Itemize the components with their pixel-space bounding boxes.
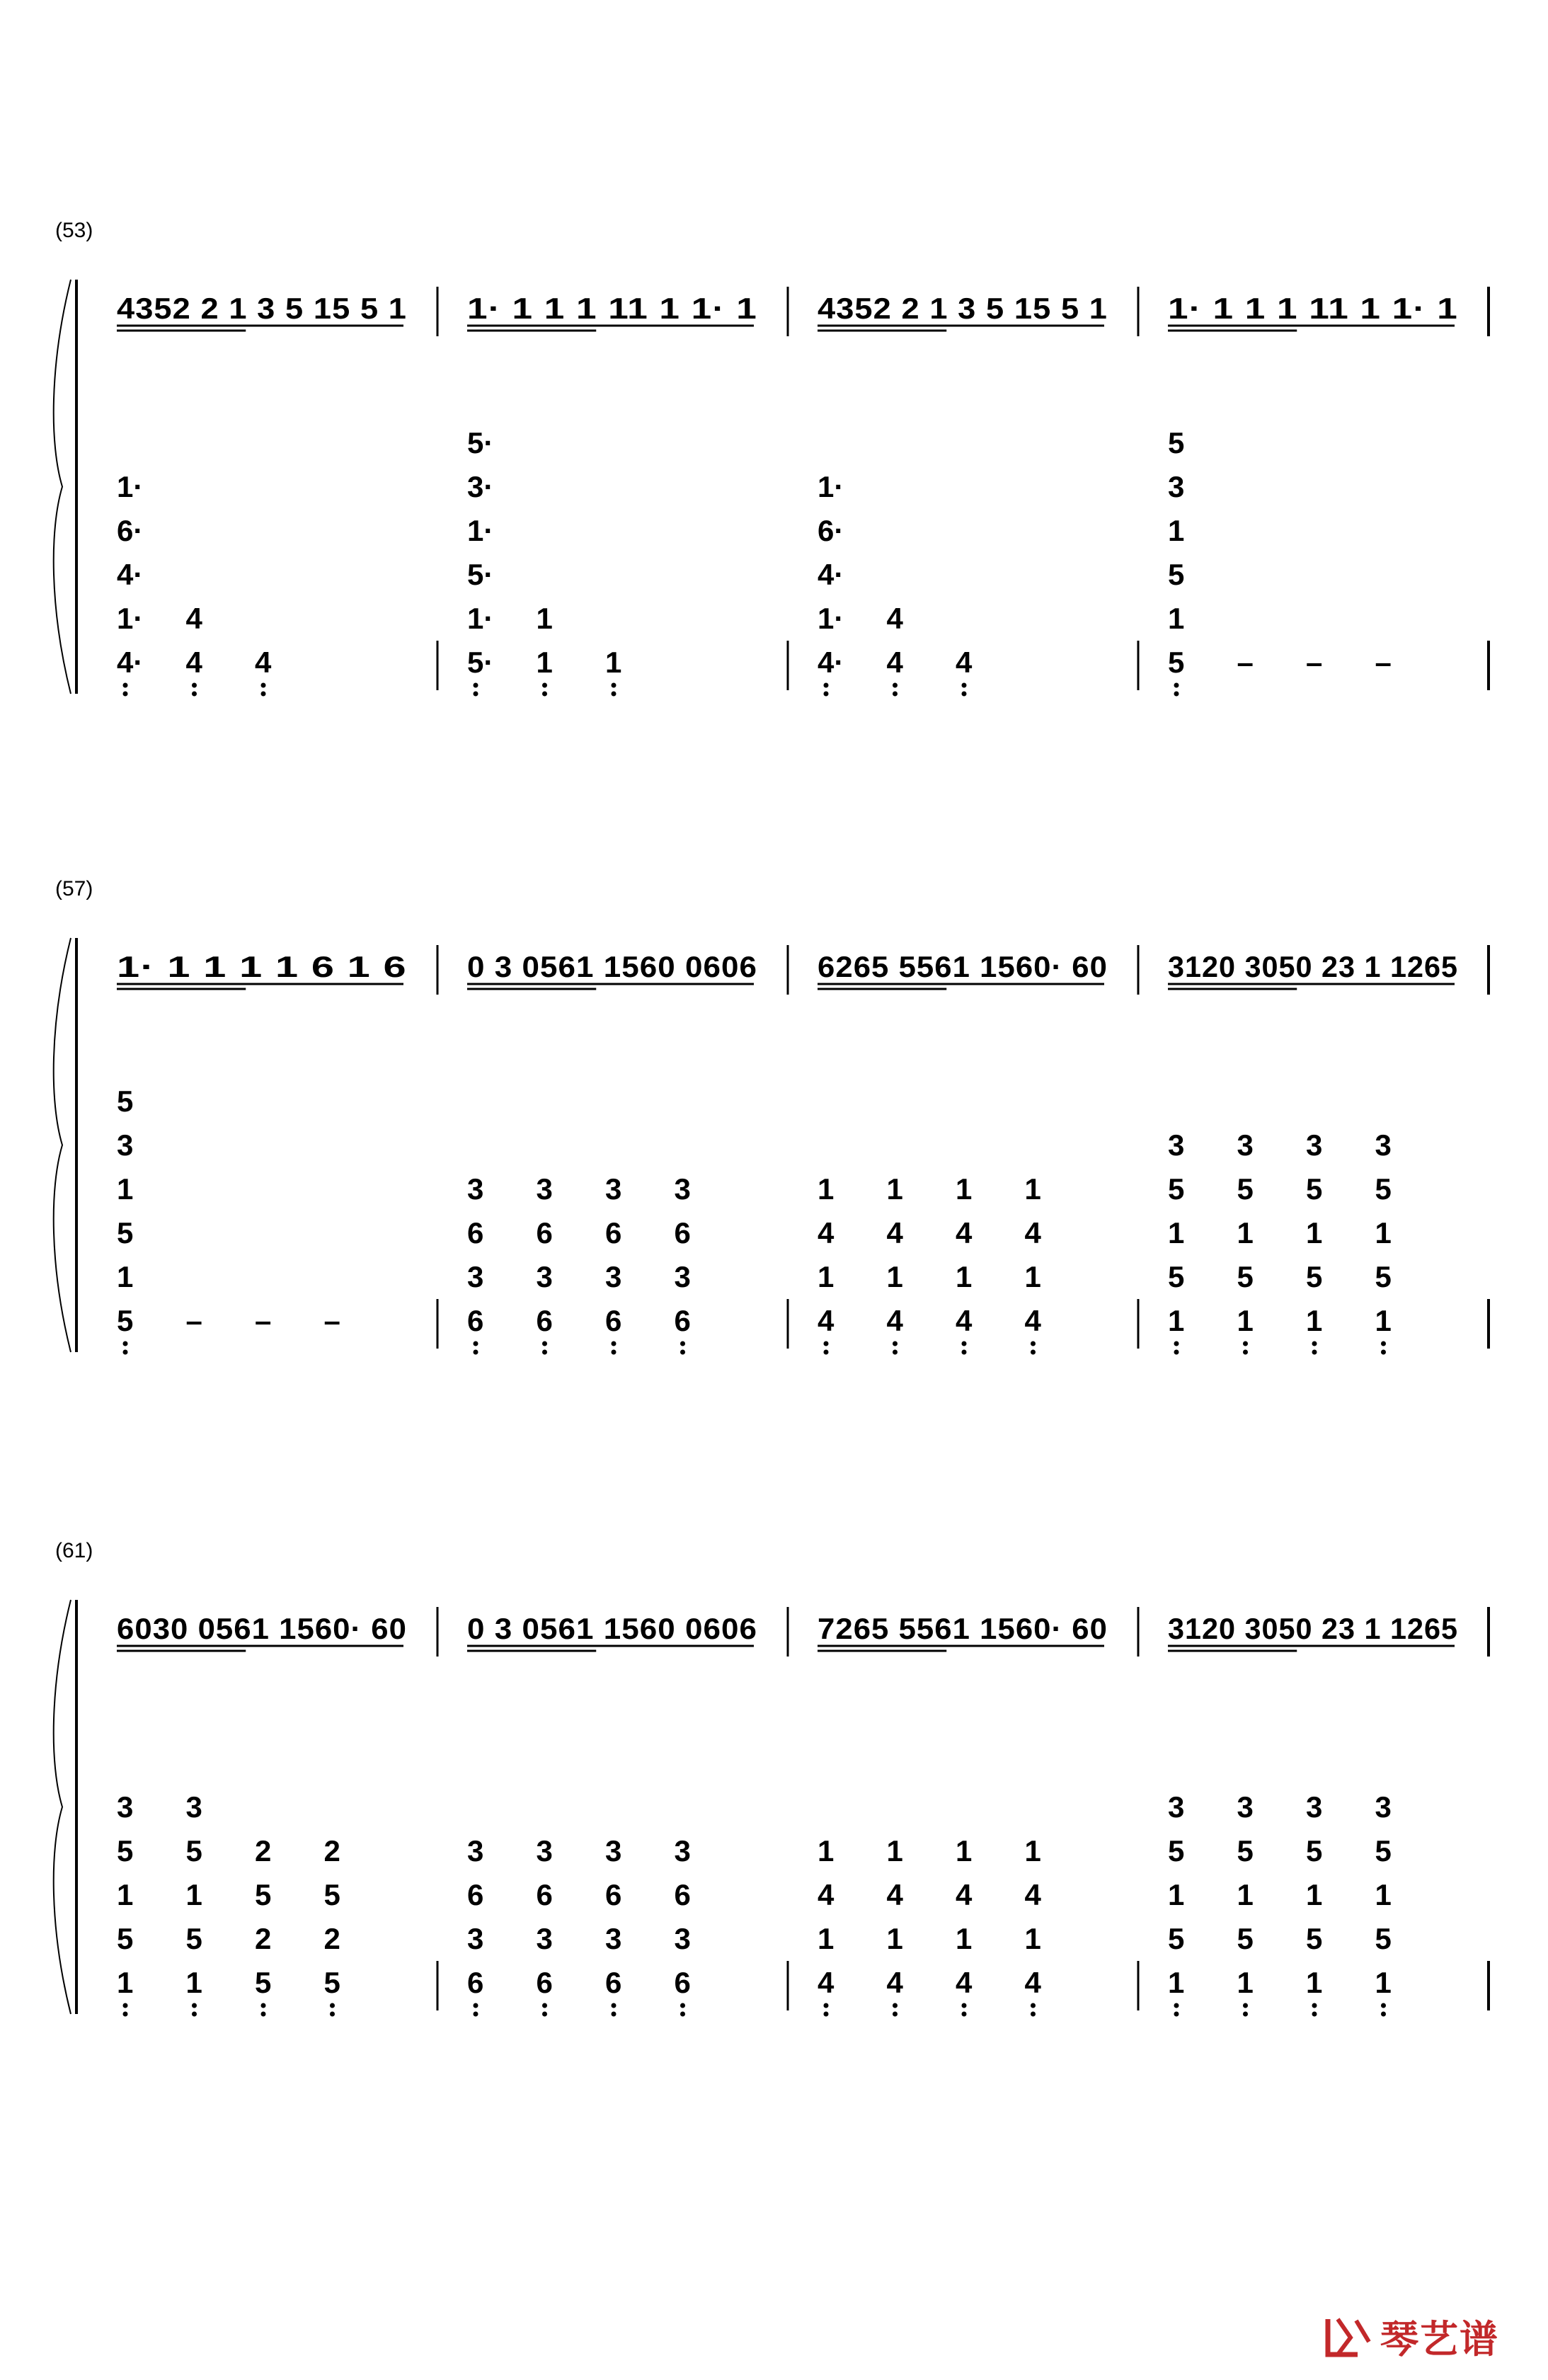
bass-note: 5 bbox=[1375, 1172, 1392, 1206]
bass-note: 5 bbox=[323, 1966, 340, 1999]
bass-note: 1 bbox=[1375, 1216, 1392, 1249]
bass-note: 1· bbox=[117, 470, 144, 503]
bass-note: 1 bbox=[1168, 1878, 1185, 1911]
octave-dot bbox=[330, 2003, 335, 2008]
bass-note: 6 bbox=[674, 1878, 691, 1911]
bass-note: 3 bbox=[1168, 470, 1185, 503]
bass-note: 3 bbox=[674, 1260, 691, 1293]
bass-dash: – bbox=[255, 1304, 272, 1337]
bass-note: 4 bbox=[956, 646, 973, 679]
bass-note: 4 bbox=[818, 1878, 835, 1911]
octave-dot bbox=[824, 2012, 829, 2017]
bass-note: 1 bbox=[886, 1172, 903, 1206]
bass-note: 4· bbox=[117, 646, 144, 679]
bass-note: 1 bbox=[536, 646, 553, 679]
bass-note: 3 bbox=[605, 1172, 622, 1206]
bass-note: 4 bbox=[886, 602, 903, 635]
bass-note: 1 bbox=[605, 646, 622, 679]
octave-dot bbox=[1031, 2012, 1036, 2017]
bass-note: 1 bbox=[185, 1966, 202, 1999]
bass-note: 5 bbox=[323, 1878, 340, 1911]
bass-note: 6· bbox=[117, 514, 144, 547]
bass-note: 4· bbox=[818, 646, 844, 679]
octave-dot bbox=[1243, 1341, 1248, 1346]
bass-note: 1 bbox=[956, 1172, 973, 1206]
bass-note: 1 bbox=[956, 1260, 973, 1293]
bass-note: 4 bbox=[818, 1304, 835, 1337]
bass-note: 6 bbox=[467, 1216, 484, 1249]
logo-mark-icon bbox=[1322, 2313, 1375, 2360]
octave-dot bbox=[192, 2012, 197, 2017]
bass-note: 1 bbox=[117, 1966, 134, 1999]
octave-dot bbox=[1031, 2003, 1036, 2008]
octave-dot bbox=[474, 1350, 478, 1355]
bass-note: 3 bbox=[1168, 1128, 1185, 1162]
octave-dot bbox=[123, 1350, 128, 1355]
bass-note: 5 bbox=[117, 1085, 134, 1118]
bass-note: 3 bbox=[536, 1834, 553, 1867]
bass-note: 6 bbox=[467, 1304, 484, 1337]
bass-note: 5 bbox=[1168, 558, 1185, 591]
octave-dot bbox=[1174, 683, 1179, 688]
octave-dot bbox=[542, 692, 547, 697]
octave-dot bbox=[962, 692, 967, 697]
octave-dot bbox=[192, 2003, 197, 2008]
octave-dot bbox=[824, 683, 829, 688]
octave-dot bbox=[1312, 1341, 1317, 1346]
bass-note: 4 bbox=[1024, 1878, 1041, 1911]
bass-note: 1 bbox=[1024, 1834, 1041, 1867]
bass-note: 5 bbox=[1375, 1922, 1392, 1955]
bass-note: 1 bbox=[886, 1260, 903, 1293]
bass-note: 6 bbox=[605, 1966, 622, 1999]
octave-dot bbox=[1243, 1350, 1248, 1355]
octave-dot bbox=[1174, 1341, 1179, 1346]
bass-note: 2 bbox=[323, 1922, 340, 1955]
bass-note: 5 bbox=[1306, 1922, 1323, 1955]
bass-note: 3 bbox=[536, 1260, 553, 1293]
bass-note: 1 bbox=[117, 1878, 134, 1911]
treble-notes: 3120 3050 23 1 1265 bbox=[1168, 1612, 1458, 1645]
bass-note: 1· bbox=[467, 602, 494, 635]
octave-dot bbox=[542, 2003, 547, 2008]
octave-dot bbox=[962, 1350, 967, 1355]
bass-note: 4 bbox=[956, 1966, 973, 1999]
bass-note: 4 bbox=[886, 646, 903, 679]
bass-note: 4 bbox=[1024, 1216, 1041, 1249]
treble-notes: 0 3 0561 1560 0606 bbox=[467, 1612, 757, 1645]
bass-note: 4· bbox=[117, 558, 144, 591]
bass-note: 6 bbox=[605, 1878, 622, 1911]
bass-note: 1 bbox=[1306, 1878, 1323, 1911]
bass-note: 1 bbox=[818, 1922, 835, 1955]
bass-note: 1 bbox=[536, 602, 553, 635]
bass-dash: – bbox=[1306, 646, 1323, 679]
octave-dot bbox=[612, 2003, 617, 2008]
bass-note: 1 bbox=[886, 1922, 903, 1955]
octave-dot bbox=[123, 2003, 128, 2008]
bass-note: 3 bbox=[467, 1172, 484, 1206]
octave-dot bbox=[474, 683, 478, 688]
bass-note: 5 bbox=[1375, 1834, 1392, 1867]
octave-dot bbox=[893, 683, 898, 688]
bass-dash: – bbox=[323, 1304, 340, 1337]
bass-note: 2 bbox=[323, 1834, 340, 1867]
octave-dot bbox=[542, 1341, 547, 1346]
octave-dot bbox=[192, 683, 197, 688]
octave-dot bbox=[542, 683, 547, 688]
logo-text: 琴艺谱 bbox=[1380, 2317, 1499, 2362]
bass-note: 6 bbox=[605, 1304, 622, 1337]
bass-note: 5 bbox=[1306, 1834, 1323, 1867]
bass-note: 5 bbox=[1168, 1260, 1185, 1293]
treble-notes: 6030 0561 1560· 60 bbox=[117, 1612, 407, 1645]
treble-notes: 7265 5561 1560· 60 bbox=[818, 1612, 1108, 1645]
bass-note: 1 bbox=[1375, 1878, 1392, 1911]
octave-dot bbox=[123, 1341, 128, 1346]
bass-note: 6 bbox=[536, 1966, 553, 1999]
octave-dot bbox=[474, 2003, 478, 2008]
bass-note: 5 bbox=[1168, 1834, 1185, 1867]
bass-note: 1· bbox=[818, 602, 844, 635]
bass-note: 6 bbox=[674, 1304, 691, 1337]
bass-note: 1 bbox=[818, 1172, 835, 1206]
octave-dot bbox=[542, 2012, 547, 2017]
octave-dot bbox=[962, 683, 967, 688]
bass-note: 3 bbox=[1237, 1128, 1254, 1162]
bass-note: 1 bbox=[1306, 1304, 1323, 1337]
octave-dot bbox=[123, 683, 128, 688]
octave-dot bbox=[1381, 2003, 1386, 2008]
system-number-label: (57) bbox=[55, 877, 93, 900]
bass-note: 3 bbox=[1237, 1790, 1254, 1824]
octave-dot bbox=[680, 2012, 685, 2017]
bass-note: 4 bbox=[886, 1966, 903, 1999]
bass-note: 4 bbox=[818, 1216, 835, 1249]
bass-note: 6 bbox=[536, 1216, 553, 1249]
octave-dot bbox=[261, 2003, 266, 2008]
octave-dot bbox=[824, 1350, 829, 1355]
octave-dot bbox=[962, 2012, 967, 2017]
octave-dot bbox=[123, 692, 128, 697]
bass-note: 3 bbox=[536, 1172, 553, 1206]
bass-note: 5 bbox=[1306, 1172, 1323, 1206]
bass-note: 4 bbox=[956, 1878, 973, 1911]
octave-dot bbox=[1031, 1350, 1036, 1355]
bass-note: 6 bbox=[605, 1216, 622, 1249]
octave-dot bbox=[962, 1341, 967, 1346]
bass-note: 1 bbox=[1306, 1966, 1323, 1999]
bass-note: 5 bbox=[1168, 1172, 1185, 1206]
bass-note: 3 bbox=[467, 1260, 484, 1293]
bass-note: 3 bbox=[1375, 1790, 1392, 1824]
octave-dot bbox=[824, 2003, 829, 2008]
bass-note: 4 bbox=[255, 646, 272, 679]
bass-note: 3 bbox=[674, 1834, 691, 1867]
bass-dash: – bbox=[185, 1304, 202, 1337]
bass-note: 1 bbox=[185, 1878, 202, 1911]
octave-dot bbox=[330, 2012, 335, 2017]
octave-dot bbox=[893, 692, 898, 697]
bass-note: 3 bbox=[1375, 1128, 1392, 1162]
bass-note: 3· bbox=[467, 470, 494, 503]
bass-note: 4 bbox=[1024, 1304, 1041, 1337]
bass-note: 3 bbox=[1306, 1790, 1323, 1824]
bass-note: 4 bbox=[956, 1216, 973, 1249]
bass-note: 6 bbox=[536, 1878, 553, 1911]
octave-dot bbox=[261, 692, 266, 697]
bass-note: 1 bbox=[1168, 1966, 1185, 1999]
bass-note: 3 bbox=[117, 1790, 134, 1824]
bass-note: 5 bbox=[1168, 1922, 1185, 1955]
bass-note: 5· bbox=[467, 558, 494, 591]
bass-note: 5 bbox=[117, 1304, 134, 1337]
bass-note: 1 bbox=[818, 1260, 835, 1293]
octave-dot bbox=[962, 2003, 967, 2008]
octave-dot bbox=[261, 2012, 266, 2017]
bass-note: 3 bbox=[117, 1128, 134, 1162]
bass-note: 5 bbox=[185, 1922, 202, 1955]
octave-dot bbox=[612, 2012, 617, 2017]
octave-dot bbox=[1312, 2003, 1317, 2008]
system-brace bbox=[54, 938, 71, 1352]
bass-note: 4 bbox=[886, 1304, 903, 1337]
octave-dot bbox=[1174, 2012, 1179, 2017]
bass-note: 5 bbox=[1237, 1172, 1254, 1206]
bass-note: 1 bbox=[1237, 1216, 1254, 1249]
bass-note: 1 bbox=[1024, 1922, 1041, 1955]
octave-dot bbox=[123, 2012, 128, 2017]
bass-note: 5 bbox=[1306, 1260, 1323, 1293]
octave-dot bbox=[474, 692, 478, 697]
octave-dot bbox=[893, 2003, 898, 2008]
octave-dot bbox=[1243, 2012, 1248, 2017]
bass-note: 5 bbox=[117, 1834, 134, 1867]
bass-note: 6 bbox=[674, 1966, 691, 1999]
bass-note: 5· bbox=[467, 646, 494, 679]
bass-note: 3 bbox=[674, 1172, 691, 1206]
bass-note: 1 bbox=[956, 1922, 973, 1955]
bass-note: 5 bbox=[117, 1216, 134, 1249]
treble-notes: 4352 2 1 3 5 15 5 1 bbox=[818, 292, 1108, 325]
bass-note: 1· bbox=[117, 602, 144, 635]
bass-note: 1 bbox=[886, 1834, 903, 1867]
bass-note: 5 bbox=[1237, 1260, 1254, 1293]
octave-dot bbox=[1174, 692, 1179, 697]
bass-note: 5 bbox=[1237, 1834, 1254, 1867]
bass-note: 3 bbox=[467, 1834, 484, 1867]
bass-note: 6 bbox=[674, 1216, 691, 1249]
octave-dot bbox=[1381, 2012, 1386, 2017]
bass-note: 6 bbox=[467, 1878, 484, 1911]
bass-note: 1 bbox=[117, 1172, 134, 1206]
bass-note: 1 bbox=[1237, 1966, 1254, 1999]
bass-note: 3 bbox=[1306, 1128, 1323, 1162]
octave-dot bbox=[1031, 1341, 1036, 1346]
octave-dot bbox=[1243, 2003, 1248, 2008]
octave-dot bbox=[1381, 1350, 1386, 1355]
bass-note: 1 bbox=[956, 1834, 973, 1867]
bass-note: 4· bbox=[818, 558, 844, 591]
bass-note: 1· bbox=[818, 470, 844, 503]
treble-notes: 1· 1 1 1 11 1 1· 1 bbox=[1168, 292, 1458, 325]
octave-dot bbox=[192, 692, 197, 697]
bass-note: 1 bbox=[1168, 602, 1185, 635]
bass-note: 1 bbox=[1306, 1216, 1323, 1249]
bass-dash: – bbox=[1375, 646, 1392, 679]
octave-dot bbox=[824, 692, 829, 697]
bass-note: 4 bbox=[886, 1878, 903, 1911]
bass-note: 1 bbox=[1237, 1304, 1254, 1337]
octave-dot bbox=[612, 1350, 617, 1355]
bass-note: 3 bbox=[1168, 1790, 1185, 1824]
octave-dot bbox=[612, 692, 617, 697]
octave-dot bbox=[824, 1341, 829, 1346]
bass-note: 4 bbox=[956, 1304, 973, 1337]
system-brace bbox=[54, 1600, 71, 2014]
bass-note: 4 bbox=[185, 602, 202, 635]
octave-dot bbox=[1312, 1350, 1317, 1355]
bass-note: 3 bbox=[536, 1922, 553, 1955]
bass-note: 5· bbox=[467, 426, 494, 459]
bass-note: 1 bbox=[1237, 1878, 1254, 1911]
bass-note: 1 bbox=[1375, 1304, 1392, 1337]
bass-note: 1 bbox=[1024, 1172, 1041, 1206]
bass-note: 3 bbox=[605, 1260, 622, 1293]
bass-note: 2 bbox=[255, 1922, 272, 1955]
octave-dot bbox=[893, 1350, 898, 1355]
bass-note: 1 bbox=[1375, 1966, 1392, 1999]
octave-dot bbox=[893, 2012, 898, 2017]
treble-notes: 1· 1 1 1 1 6 1 6 bbox=[117, 950, 407, 983]
bass-note: 4 bbox=[886, 1216, 903, 1249]
bass-note: 6 bbox=[467, 1966, 484, 1999]
treble-notes: 1· 1 1 1 11 1 1· 1 bbox=[467, 292, 757, 325]
bass-note: 6 bbox=[536, 1304, 553, 1337]
bass-note: 2 bbox=[255, 1834, 272, 1867]
bass-note: 3 bbox=[185, 1790, 202, 1824]
octave-dot bbox=[612, 683, 617, 688]
treble-notes: 6265 5561 1560· 60 bbox=[818, 950, 1108, 983]
bass-note: 5 bbox=[117, 1922, 134, 1955]
bass-note: 3 bbox=[674, 1922, 691, 1955]
bass-note: 3 bbox=[467, 1922, 484, 1955]
bass-dash: – bbox=[1237, 646, 1254, 679]
bass-note: 5 bbox=[255, 1966, 272, 1999]
bass-note: 4 bbox=[185, 646, 202, 679]
octave-dot bbox=[542, 1350, 547, 1355]
bass-note: 4 bbox=[1024, 1966, 1041, 1999]
treble-notes: 3120 3050 23 1 1265 bbox=[1168, 950, 1458, 983]
bass-note: 5 bbox=[1375, 1260, 1392, 1293]
bass-note: 3 bbox=[605, 1922, 622, 1955]
bass-note: 5 bbox=[1237, 1922, 1254, 1955]
treble-notes: 4352 2 1 3 5 15 5 1 bbox=[117, 292, 407, 325]
system-number-label: (53) bbox=[55, 219, 93, 242]
octave-dot bbox=[680, 1350, 685, 1355]
bass-note: 5 bbox=[185, 1834, 202, 1867]
octave-dot bbox=[612, 1341, 617, 1346]
octave-dot bbox=[1174, 1350, 1179, 1355]
bass-note: 5 bbox=[1168, 426, 1185, 459]
octave-dot bbox=[474, 2012, 478, 2017]
bass-note: 1 bbox=[1168, 1216, 1185, 1249]
octave-dot bbox=[893, 1341, 898, 1346]
octave-dot bbox=[261, 683, 266, 688]
bass-note: 1 bbox=[1168, 514, 1185, 547]
bass-note: 6· bbox=[818, 514, 844, 547]
treble-notes: 0 3 0561 1560 0606 bbox=[467, 950, 757, 983]
bass-note: 4 bbox=[818, 1966, 835, 1999]
system-brace bbox=[54, 280, 71, 694]
bass-note: 1 bbox=[818, 1834, 835, 1867]
bass-note: 5 bbox=[1168, 646, 1185, 679]
bass-note: 1 bbox=[117, 1260, 134, 1293]
octave-dot bbox=[474, 1341, 478, 1346]
system-number-label: (61) bbox=[55, 1539, 93, 1562]
octave-dot bbox=[1312, 2012, 1317, 2017]
site-logo bbox=[1322, 2309, 1499, 2364]
octave-dot bbox=[680, 2003, 685, 2008]
bass-note: 3 bbox=[605, 1834, 622, 1867]
bass-note: 1· bbox=[467, 514, 494, 547]
bass-note: 5 bbox=[255, 1878, 272, 1911]
bass-note: 1 bbox=[1168, 1304, 1185, 1337]
octave-dot bbox=[1381, 1341, 1386, 1346]
octave-dot bbox=[680, 1341, 685, 1346]
octave-dot bbox=[1174, 2003, 1179, 2008]
bass-note: 1 bbox=[1024, 1260, 1041, 1293]
